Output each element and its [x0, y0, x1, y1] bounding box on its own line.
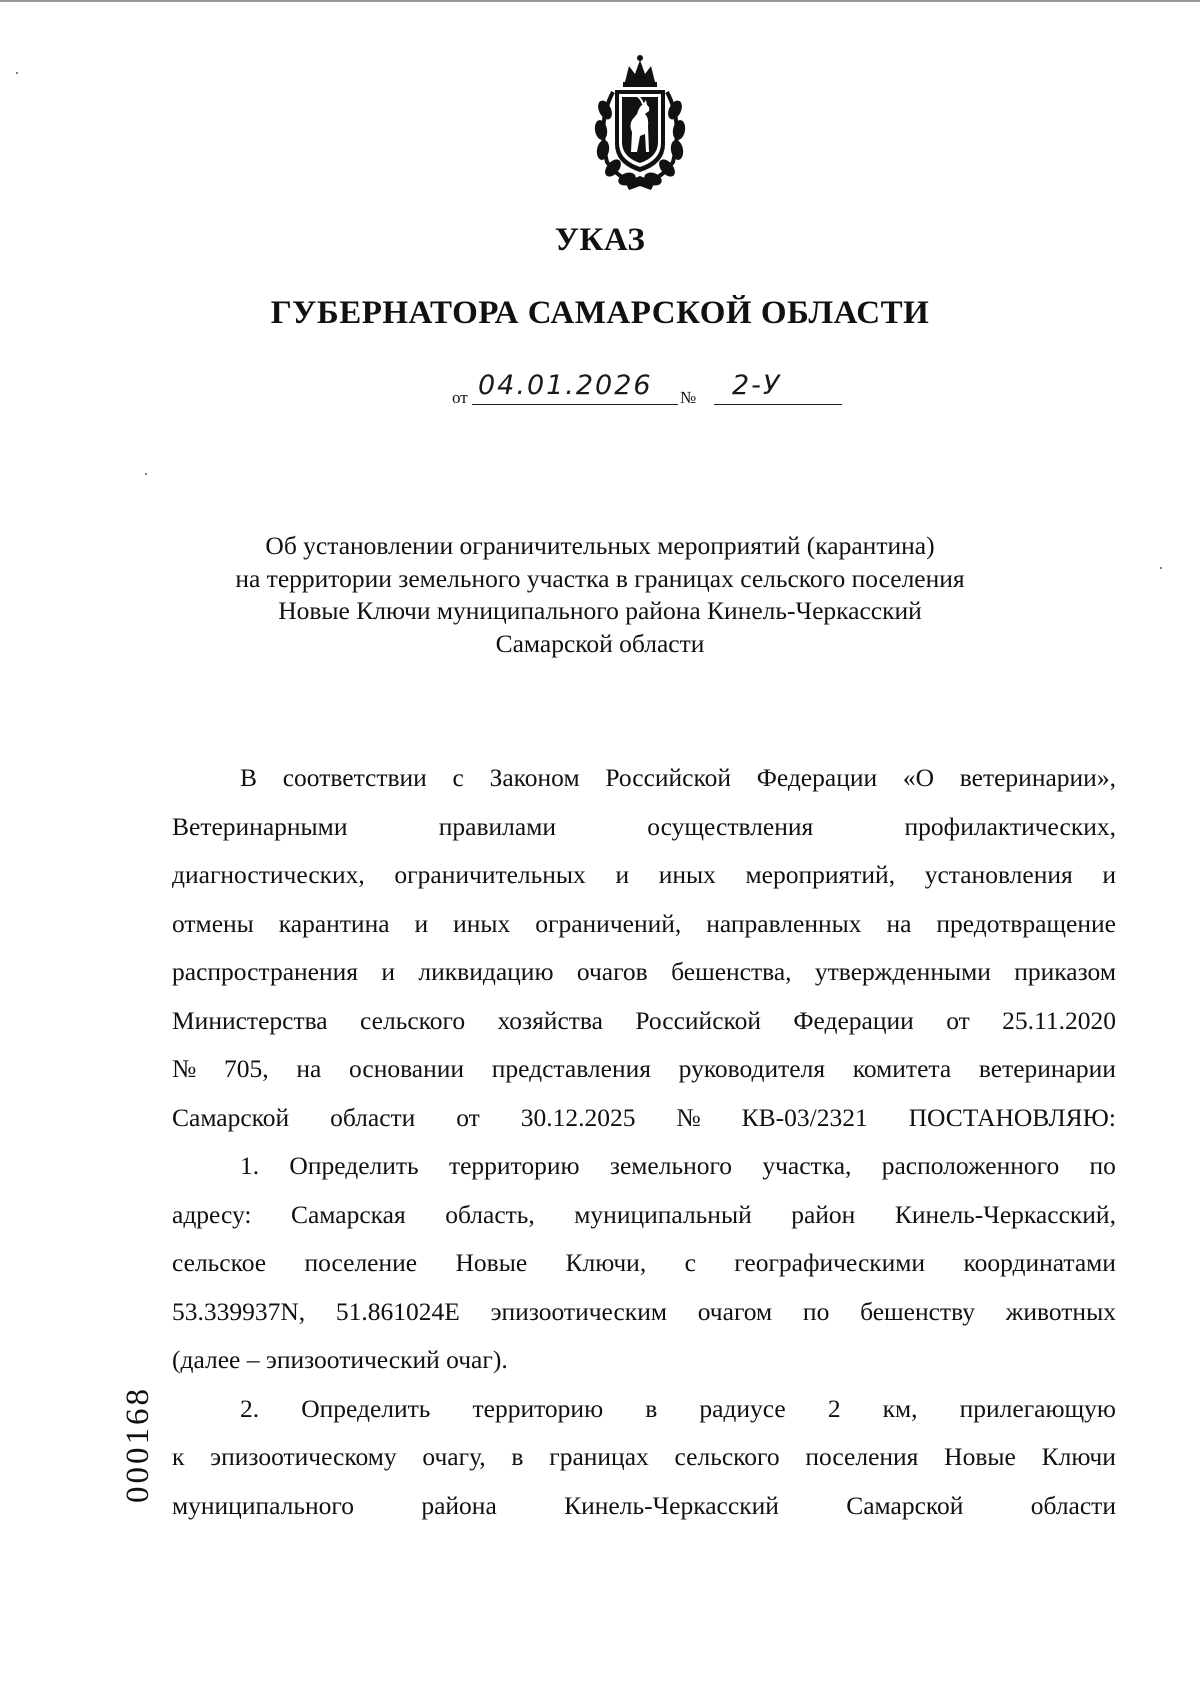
body-line [172, 1094, 1116, 1143]
scan-speck [145, 473, 147, 475]
word: 30.12.2025 [520, 1102, 636, 1132]
word: на [296, 1054, 322, 1083]
word: территорию [448, 1151, 580, 1180]
word: профилактических, [904, 811, 1116, 841]
body-line [172, 1239, 1116, 1288]
body-line [172, 851, 1116, 900]
word: бешенства, [671, 957, 792, 986]
word: области [1030, 1490, 1116, 1520]
word: расположенного [881, 1151, 1060, 1180]
word: Министерства [172, 1005, 328, 1035]
word: поселения [805, 1442, 919, 1471]
word: В [240, 763, 258, 792]
word: земельного [609, 1151, 733, 1180]
word: км, [882, 1393, 918, 1423]
word: на [886, 908, 912, 938]
word: предотвращение [936, 908, 1116, 938]
word: хозяйства [497, 1005, 603, 1035]
word: прилегающую [959, 1393, 1116, 1423]
word: Кинель-Черкасский, [894, 1199, 1116, 1229]
word: Определить [289, 1151, 419, 1180]
body-line [172, 803, 1116, 852]
word: установления [924, 860, 1073, 889]
word: сельское [172, 1248, 267, 1277]
word: очагом [697, 1296, 773, 1326]
registration-stamp-number: 000168 [120, 1386, 156, 1503]
word: 53.339937N, [172, 1296, 306, 1326]
word: распространения [172, 957, 358, 986]
word: иных [658, 860, 716, 889]
word: радиусе [699, 1393, 786, 1423]
word: Ключи, [565, 1248, 647, 1277]
word: диагностических, [172, 860, 365, 889]
subject-line: Самарской области [495, 628, 705, 658]
word: очагу, [422, 1442, 486, 1471]
word: в [645, 1393, 658, 1423]
word: основании [349, 1054, 465, 1083]
word: 25.11.2020 [1002, 1005, 1116, 1035]
word: иных [453, 908, 511, 938]
word: Федерации [793, 1005, 914, 1035]
word: ограничительных [394, 860, 586, 889]
number-label: № [680, 388, 697, 407]
word: в [511, 1442, 524, 1471]
document-body [172, 754, 1116, 1530]
word: ветеринарии [978, 1054, 1116, 1083]
word: Кинель-Черкасский [564, 1490, 779, 1520]
word: Новые [944, 1442, 1016, 1471]
word: и [381, 957, 396, 986]
word: № [676, 1102, 701, 1132]
word: утвержденными [814, 957, 991, 986]
word: адресу: [172, 1199, 252, 1229]
word: территорию [472, 1393, 604, 1423]
issuer-title: ГУБЕРНАТОРА САМАРСКОЙ ОБЛАСТИ [270, 295, 930, 331]
word: Определить [301, 1393, 431, 1423]
body-line [172, 997, 1116, 1046]
word: района [421, 1490, 497, 1520]
word: координатами [963, 1248, 1116, 1277]
word: направленных [706, 908, 862, 938]
body-line: (далее – эпизоотический очаг). [172, 1345, 508, 1374]
word: от [946, 1005, 970, 1035]
body-line [172, 1288, 1116, 1337]
subject-line: Новые Ключи муниципального района Кинель-Черкасский [278, 596, 922, 625]
subject-line: на территории земельного участка в границах сельского поселения [235, 563, 965, 593]
scan-speck [16, 72, 18, 74]
registration-line [452, 372, 842, 412]
word: бешенству [860, 1296, 975, 1326]
word: осуществления [647, 811, 814, 841]
body-line [172, 948, 1116, 997]
word: и [615, 860, 630, 889]
word: 2 [827, 1393, 841, 1423]
word: по [1089, 1151, 1116, 1180]
word: Новые [455, 1248, 528, 1277]
word: мероприятий, [745, 860, 896, 889]
word: сельского [674, 1442, 780, 1471]
word: и [414, 908, 429, 938]
word: к [172, 1442, 185, 1471]
word: Российской [635, 1005, 761, 1035]
word: 51.861024E [335, 1296, 460, 1326]
date-label: от [452, 388, 468, 407]
word: область, [445, 1199, 535, 1229]
word: эпизоотическому [210, 1442, 397, 1471]
body-line [172, 754, 1116, 803]
document-subject [0, 530, 1200, 660]
word: 1. [240, 1151, 260, 1180]
word: очагов [576, 957, 648, 986]
word: муниципального [172, 1490, 354, 1520]
word: ликвидацию [418, 957, 554, 986]
body-line [172, 1142, 1116, 1191]
word: Ветеринарными [172, 811, 348, 841]
word: от [456, 1102, 480, 1132]
word: границах [549, 1442, 649, 1471]
word: комитета [852, 1054, 952, 1083]
word: КВ-03/2321 [741, 1102, 868, 1132]
body-line [172, 1385, 1116, 1434]
word: отмены [172, 908, 254, 938]
word: Самарской [172, 1102, 290, 1132]
body-line [172, 1433, 1116, 1482]
word: 705, [224, 1054, 269, 1083]
date-field: 04.01.2026 [472, 372, 678, 405]
word: Самарской [846, 1490, 964, 1520]
word: правилами [438, 811, 556, 841]
word: эпизоотическим [490, 1296, 667, 1326]
word: соответствии [282, 763, 427, 792]
word: ПОСТАНОВЛЯЮ: [908, 1102, 1116, 1132]
word: Ключи [1041, 1442, 1116, 1471]
body-line [172, 1191, 1116, 1240]
word: по [802, 1296, 830, 1326]
body-line [172, 1045, 1116, 1094]
word: участка, [762, 1151, 852, 1180]
word: с [684, 1248, 696, 1277]
word: «О [902, 763, 935, 792]
word: Законом [489, 763, 580, 792]
word: поселение [304, 1248, 418, 1277]
word: животных [1005, 1296, 1116, 1326]
word: сельского [360, 1005, 466, 1035]
samara-coat-of-arms-icon [585, 52, 695, 192]
word: ветеринарии», [959, 763, 1116, 792]
word: и [1102, 860, 1116, 889]
word: руководителя [678, 1054, 826, 1083]
word: район [791, 1199, 856, 1229]
body-line [172, 1482, 1116, 1531]
word: Российской [605, 763, 731, 792]
word: муниципальный [574, 1199, 752, 1229]
word: области [330, 1102, 416, 1132]
top-border [0, 0, 1200, 2]
document-type-title: УКАЗ [554, 222, 646, 258]
word: Самарская [290, 1199, 406, 1229]
word: представления [491, 1054, 651, 1083]
word: приказом [1014, 957, 1116, 986]
word: с [452, 763, 464, 792]
word: ограничений, [535, 908, 682, 938]
word: 2. [240, 1393, 260, 1423]
number-field: 2-У [714, 372, 842, 405]
word: № [172, 1054, 197, 1083]
word: карантина [278, 908, 390, 938]
body-line [172, 900, 1116, 949]
word: географическими [734, 1248, 926, 1277]
subject-line: Об установлении ограничительных мероприятий (карантина) [265, 531, 935, 560]
word: Федерации [756, 763, 878, 792]
